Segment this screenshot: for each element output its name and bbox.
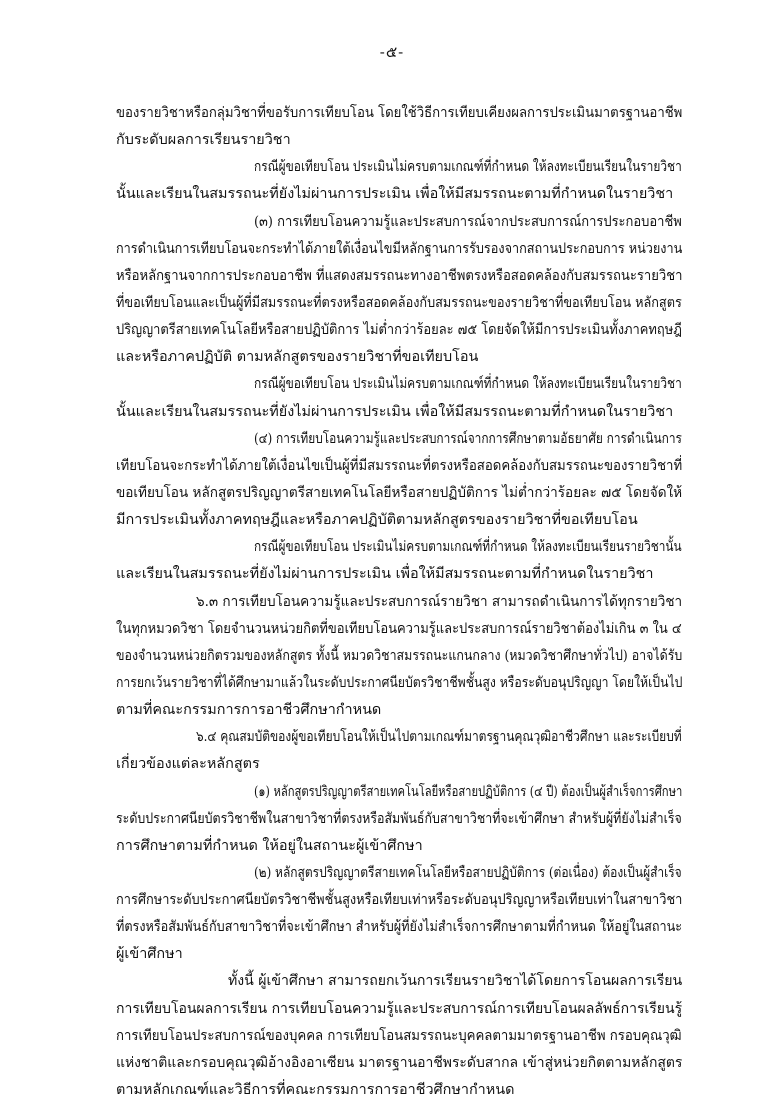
- body-line: (๑) หลักสูตรปริญญาตรีสายเทคโนโลยีหรือสายปฏิบัติการ (๔ ปี) ต้องเป็นผู้สำเร็จการศึกษา: [254, 783, 683, 800]
- body-line: เทียบโอนจะกระทำได้ภายใต้เงื่อนไขเป็นผู้ที่มีสมรรถนะที่ตรงหรือสอดคล้องกับสมรรถนะของรายวิชาที่: [116, 457, 683, 474]
- body-line: ระดับประกาศนียบัตรวิชาชีพในสาขาวิชาที่ตรงหรือสัมพันธ์กับสาขาวิชาที่จะเข้าศึกษา สำหรับผู้ที่ยังไม่สำเร็จ: [116, 810, 682, 827]
- body-line: มีการประเมินทั้งภาคทฤษฎีและหรือภาคปฏิบัติตามหลักสูตรของรายวิชาที่ขอเทียบโอน: [116, 512, 638, 529]
- body-line: และหรือภาคปฏิบัติ ตามหลักสูตรของรายวิชาที่ขอเทียบโอน: [116, 349, 479, 366]
- body-line: กรณีผู้ขอเทียบโอน ประเมินไม่ครบตามเกณฑ์ที่กำหนด ให้ลงทะเบียนเรียนรายวิชานั้น: [254, 539, 682, 556]
- body-line: นั้นและเรียนในสมรรถนะที่ยังไม่ผ่านการประเมิน เพื่อให้มีสมรรถนะตามที่กำหนดในรายวิชา: [116, 403, 674, 420]
- body-line: (๔) การเทียบโอนความรู้และประสบการณ์จากการศึกษาตามอัธยาศัย การดำเนินการ: [254, 430, 682, 447]
- body-line: หรือหลักฐานจากการประกอบอาชีพ ที่แสดงสมรรถนะทางอาชีพตรงหรือสอดคล้องกับสมรรถนะรายวิชา: [116, 267, 683, 284]
- body-line: ขอเทียบโอน หลักสูตรปริญญาตรีสายเทคโนโลยีหรือสายปฏิบัติการ ไม่ต่ำกว่าร้อยละ ๗๕ โดยจัดให้: [116, 484, 683, 501]
- body-line: เกี่ยวข้องแต่ละหลักสูตร: [116, 756, 260, 773]
- body-line: กับระดับผลการเรียนรายวิชา: [116, 132, 291, 149]
- body-line: ปริญญาตรีสายเทคโนโลยีหรือสายปฏิบัติการ ไม่ต่ำกว่าร้อยละ ๗๕ โดยจัดให้มีการประเมินทั้งภาคทฤษฎี: [116, 322, 682, 339]
- body-line: การดำเนินการเทียบโอนจะกระทำได้ภายใต้เงื่อนไขมีหลักฐานการรับรองจากสถานประกอบการ หน่วยงาน: [116, 240, 683, 257]
- body-line: ที่ขอเทียบโอนและเป็นผู้ที่มีสมรรถนะที่ตรงหรือสอดคล้องกับสมรรถนะของรายวิชาที่ขอเทียบโอน หลักสูตร: [116, 295, 682, 311]
- body-line: (๒) หลักสูตรปริญญาตรีสายเทคโนโลยีหรือสายปฏิบัติการ (ต่อเนื่อง) ต้องเป็นผู้สำเร็จ: [254, 864, 682, 881]
- body-line: และเรียนในสมรรถนะที่ยังไม่ผ่านการประเมิน เพื่อให้มีสมรรถนะตามที่กำหนดในรายวิชา: [116, 566, 654, 583]
- body-line: การเทียบโอนผลการเรียน การเทียบโอนความรู้และประสบการณ์การเทียบโอนผลลัพธ์การเรียนรู้: [116, 1000, 683, 1017]
- body-line: ตามที่คณะกรรมการการอาชีวศึกษากำหนด: [116, 702, 382, 719]
- body-line: การเทียบโอนประสบการณ์ของบุคคล การเทียบโอนสมรรถนะบุคคลตามมาตรฐานอาชีพ กรอบคุณวุฒิ: [116, 1027, 682, 1044]
- body-line: การศึกษาระดับประกาศนียบัตรวิชาชีพชั้นสูงหรือเทียบเท่าหรือระดับอนุปริญญาหรือเทียบเท่าในสาขาวิชา: [116, 892, 683, 908]
- body-line: ผู้เข้าศึกษา: [116, 946, 183, 963]
- body-line: ในทุกหมวดวิชา โดยจำนวนหน่วยกิตที่ขอเทียบโอนความรู้และประสบการณ์รายวิชาต้องไม่เกิน ๓ ใน ๔: [116, 620, 682, 637]
- body-line: นั้นและเรียนในสมรรถนะที่ยังไม่ผ่านการประเมิน เพื่อให้มีสมรรถนะตามที่กำหนดในรายวิชา: [116, 186, 674, 203]
- body-line: ของจำนวนหน่วยกิตรวมของหลักสูตร ทั้งนี้ หมวดวิชาสมรรถนะแกนกลาง (หมวดวิชาศึกษาทั่วไป) อาจได้รับ: [116, 647, 683, 664]
- body-line: การศึกษาตามที่กำหนด ให้อยู่ในสถานะผู้เข้าศึกษา: [116, 837, 423, 854]
- body-line: ๖.๔ คุณสมบัติของผู้ขอเทียบโอนให้เป็นไปตามเกณฑ์มาตรฐานคุณวุฒิอาชีวศึกษา และระเบียบที่: [196, 729, 682, 746]
- body-line: ๖.๓ การเทียบโอนความรู้และประสบการณ์รายวิชา สามารถดำเนินการได้ทุกรายวิชา: [196, 593, 683, 610]
- page-number: -๕-: [379, 43, 405, 61]
- body-line: กรณีผู้ขอเทียบโอน ประเมินไม่ครบตามเกณฑ์ที่กำหนด ให้ลงทะเบียนเรียนในรายวิชา: [254, 159, 682, 176]
- body-line: (๓) การเทียบโอนความรู้และประสบการณ์จากประสบการณ์การประกอบอาชีพ: [254, 213, 682, 230]
- body-line: ของรายวิชาหรือกลุ่มวิชาที่ขอรับการเทียบโอน โดยใช้วิธีการเทียบเคียงผลการประเมินมาตรฐานอาชีพ: [116, 105, 683, 121]
- body-line: ที่ตรงหรือสัมพันธ์กับสาขาวิชาที่จะเข้าศึกษา สำหรับผู้ที่ยังไม่สำเร็จการศึกษาตามที่กำหนด ให้อยู่ในสถานะ: [116, 919, 683, 936]
- body-line: ตามหลักเกณฑ์และวิธีการที่คณะกรรมการการอาชีวศึกษากำหนด: [116, 1082, 515, 1098]
- body-line: ทั้งนี้ ผู้เข้าศึกษา สามารถยกเว้นการเรียนรายวิชาได้โดยการโอนผลการเรียน: [228, 973, 683, 990]
- body-line: การยกเว้นรายวิชาที่ได้ศึกษามาแล้วในระดับประกาศนียบัตรวิชาชีพชั้นสูง หรือระดับอนุปริญญา โดยให้เป็นไป: [116, 674, 683, 691]
- body-line: แห่งชาติและกรอบคุณวุฒิอ้างอิงอาเซียน มาตรฐานอาชีพระดับสากล เข้าสู่หน่วยกิตตามหลักสูตร: [116, 1054, 683, 1071]
- body-line: กรณีผู้ขอเทียบโอน ประเมินไม่ครบตามเกณฑ์ที่กำหนด ให้ลงทะเบียนเรียนในรายวิชา: [254, 376, 682, 393]
